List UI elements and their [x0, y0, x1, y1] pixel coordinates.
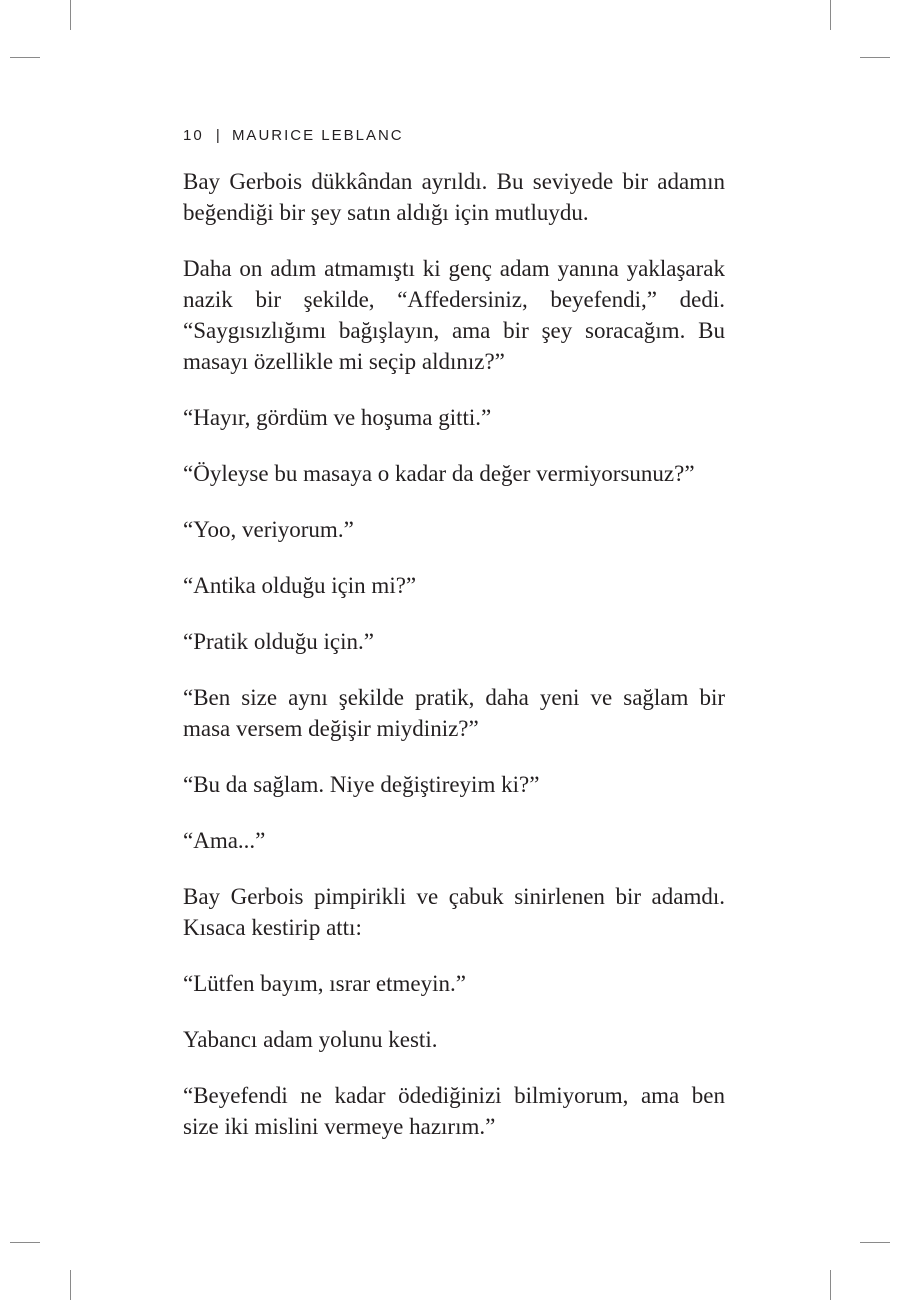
- paragraph: “Ben size aynı şekilde pratik, daha yeni ve sağlam bir masa versem değişir miydiniz?”: [183, 685, 725, 741]
- author-name: MAURICE LEBLANC: [231, 127, 404, 144]
- crop-mark-top-left-horizontal: [10, 57, 40, 58]
- paragraph: “Antika olduğu için mi?”: [183, 573, 417, 598]
- paragraph: “Hayır, gördüm ve hoşuma gitti.”: [183, 405, 492, 430]
- crop-mark-bottom-right-vertical: [830, 1270, 831, 1300]
- page-number: 10: [183, 127, 204, 144]
- header-separator: |: [215, 127, 220, 144]
- crop-mark-top-right-horizontal: [860, 57, 890, 58]
- paragraph: “Beyefendi ne kadar ödediğinizi bilmiyorum, ama ben size iki mislini vermeye hazırım.”: [183, 1083, 725, 1139]
- crop-mark-top-right-vertical: [830, 0, 831, 30]
- body-text: [183, 166, 725, 1167]
- crop-mark-bottom-left-horizontal: [10, 1242, 40, 1243]
- paragraph: “Bu da sağlam. Niye değiştireyim ki?”: [183, 772, 540, 797]
- paragraph: “Yoo, veriyorum.”: [183, 517, 354, 542]
- paragraph: “Pratik olduğu için.”: [183, 629, 374, 654]
- crop-mark-bottom-left-vertical: [70, 1270, 71, 1300]
- paragraph: “Lütfen bayım, ısrar etmeyin.”: [183, 971, 466, 996]
- paragraph: “Öyleyse bu masaya o kadar da değer vermiyorsunuz?”: [183, 461, 695, 486]
- paragraph: Bay Gerbois dükkândan ayrıldı. Bu seviyede bir adamın beğendiği bir şey satın aldığı için mutluydu.: [183, 169, 725, 225]
- paragraph: Bay Gerbois pimpirikli ve çabuk sinirlenen bir adamdı. Kısaca kestirip attı:: [183, 884, 725, 940]
- crop-mark-top-left-vertical: [70, 0, 71, 30]
- paragraph: Daha on adım atmamıştı ki genç adam yanına yaklaşarak nazik bir şekilde, “Affedersiniz, beyefendi,” dedi. “Saygısızlığımı bağışlayın, ama bir şey soracağım. Bu masayı özellikle mi seçip aldınız?”: [183, 256, 725, 374]
- crop-mark-bottom-right-horizontal: [860, 1242, 890, 1243]
- running-header: [183, 127, 404, 144]
- paragraph: Yabancı adam yolunu kesti.: [183, 1027, 438, 1052]
- paragraph: “Ama...”: [183, 828, 266, 853]
